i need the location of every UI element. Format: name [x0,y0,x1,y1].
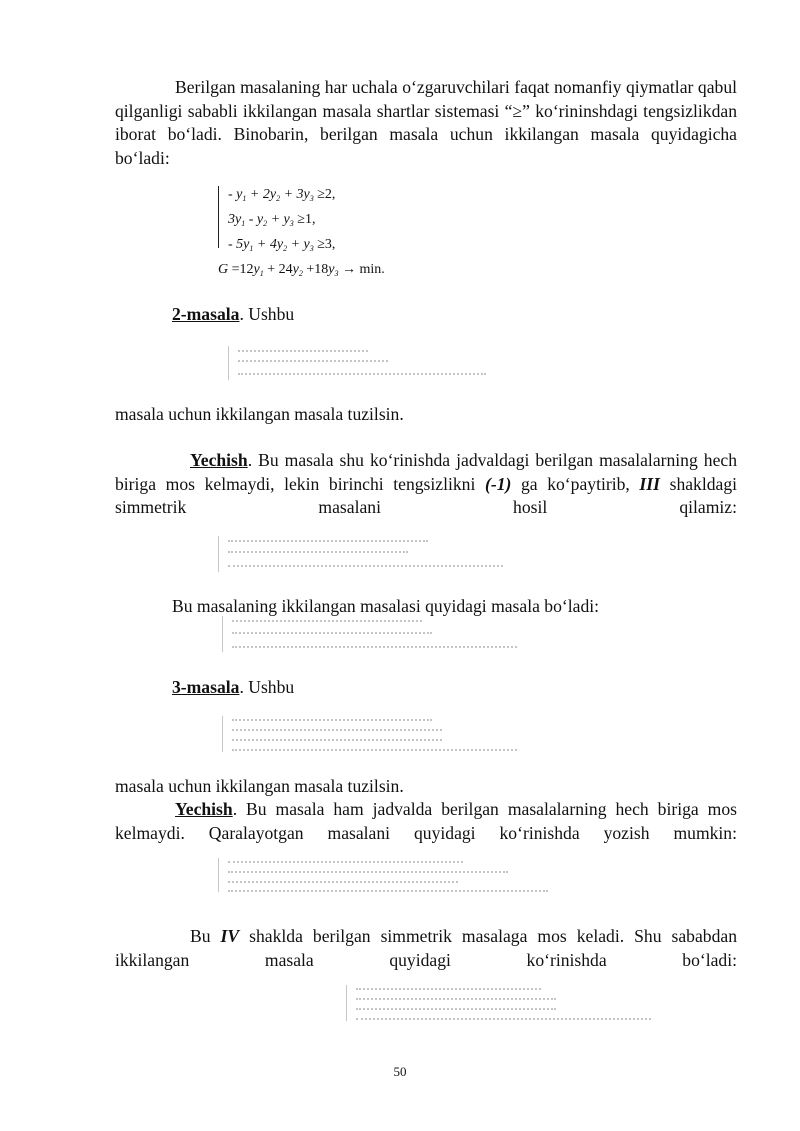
problem-3-task: masala uchun ikkilangan masala tuzilsin. [115,776,404,796]
page-number: 50 [393,1064,407,1079]
form-iv-paragraph: Bu IV shaklda berilgan simmetrik masalaga mos keladi. Shu sababdan ikkilangan masala quyidagi ko‘rinishda bo‘ladi: [115,926,737,970]
problem-2-heading: 2-masala. Ushbu [172,304,295,324]
problem-3-heading: 3-masala. Ushbu [172,677,295,697]
problem-2-task: masala uchun ikkilangan masala tuzilsin. [115,404,404,424]
constraint-1: - $y_1 + 2y_2 + 3y_3 \ge 2$, [228,187,336,203]
solution-2-paragraph: Yechish. Bu masala shu ko‘rinishda jadvaldagi berilgan masalalarning hech biriga mos kelmaydi, lekin birinchi tengsizlikni (-1) ga ko‘paytirib, III shakldagi simmetrik masalani hosil qilamiz: [115,450,738,518]
intro-paragraph: Berilgan masalaning har uchala o‘zgaruvchilari faqat nomanfiy qiymatlar qabul qilganligi sababli ikkilangan masala shartlar sistemasi “≥” ko‘rininshdagi tengsizlikdan iborat bo‘ladi. Binobarin, berilgan masala uchun ikkilangan masala quyidagicha bo‘ladi: [115,77,737,168]
constraint-2: $3y_1 - y_2 + y_3 \ge 1$, [228,212,316,228]
dual-system-formula [218,184,385,284]
dual-intro-line: Bu masalaning ikkilangan masalasi quyidagi masala bo‘ladi: [172,596,600,616]
solution-3-paragraph: Yechish. Bu masala ham jadvalda berilgan masalalarning hech biriga mos kelmaydi. Qaralayotgan masalani quyidagi ko‘rinishda yozish mumkin: [115,799,737,843]
objective-function: $G =12y_1 + 24y_2 +18y_3 \to \min$. [218,262,385,278]
constraint-3: - $5y_1 + 4y_2 + y_3 \ge 3$, [228,237,336,253]
